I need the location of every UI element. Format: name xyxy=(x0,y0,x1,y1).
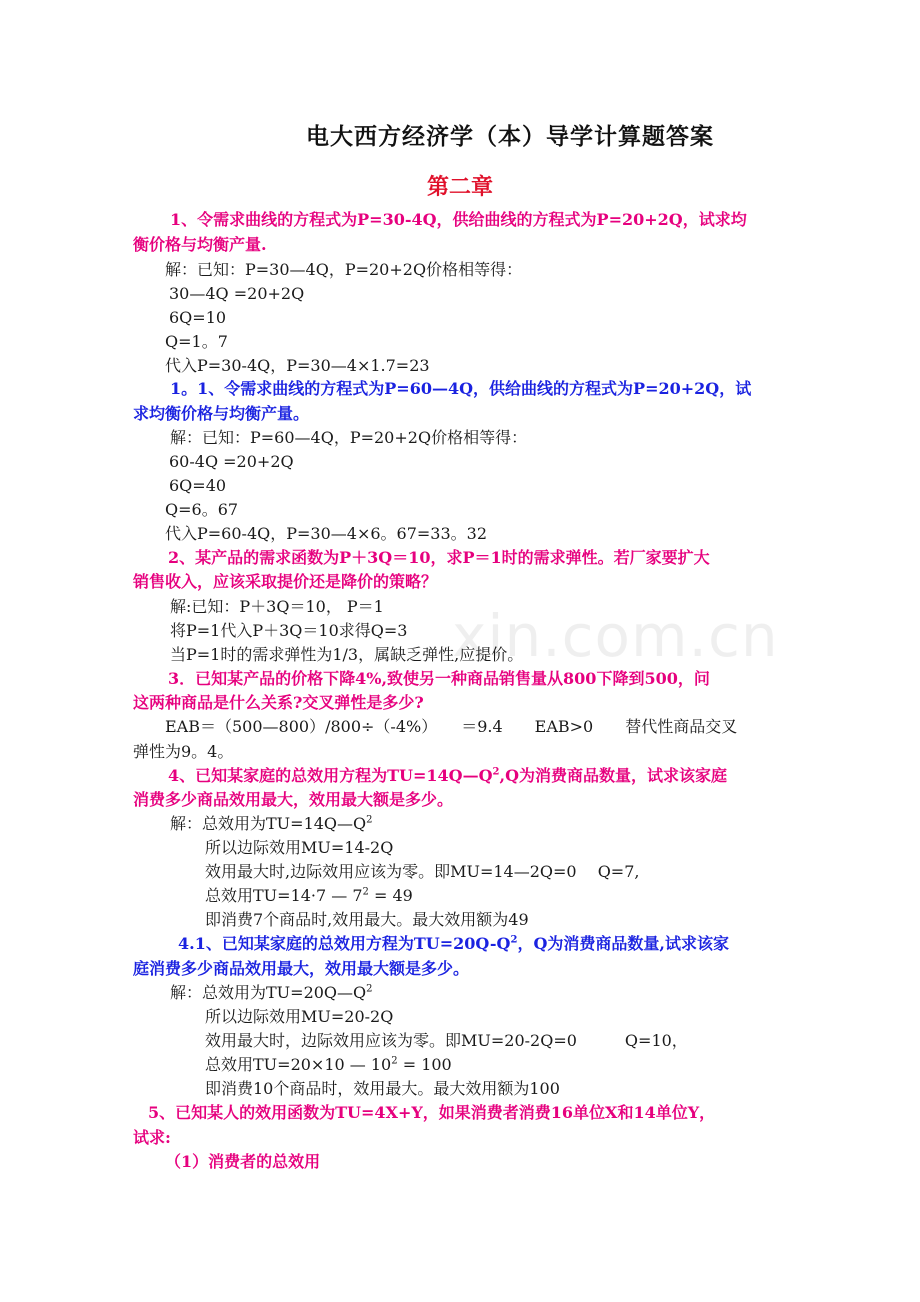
answer-4-1-line-2: 所以边际效用MU=20-2Q xyxy=(205,1007,394,1026)
question-1-1-line-1: 1。1、令需求曲线的方程式为P=60—4Q，供给曲线的方程式为P=20+2Q，试 xyxy=(170,379,752,398)
question-4-line-2: 消费多少商品效用最大，效用最大额是多少。 xyxy=(133,790,454,809)
answer-4-line-3: 效用最大时,边际效用应该为零。即MU=14—2Q=0 Q=7, xyxy=(205,862,640,881)
answer-4-1-line-4: 总效用TU=20×10 — $10^2 = 100$ xyxy=(205,1055,452,1074)
question-1-line-1: 1、令需求曲线的方程式为P=30-4Q，供给曲线的方程式为P=20+2Q，试求均 xyxy=(170,210,747,229)
answer-4-1-line-1: 解：总效用为$TU=20Q—Q^2$ xyxy=(170,983,373,1002)
answer-1-line-4: Q=1。7 xyxy=(165,332,228,351)
question-3-line-1: 3．已知某产品的价格下降4%,致使另一种商品销售量从800下降到500，问 xyxy=(168,669,710,688)
answer-3-line-2: 弹性为9。4。 xyxy=(133,742,234,761)
question-2-line-2: 销售收入，应该采取提价还是降价的策略？ xyxy=(133,572,438,591)
question-5-line-1: 5、已知某人的效用函数为TU=4X+Y，如果消费者消费16单位X和14单位Y， xyxy=(148,1103,716,1122)
answer-4-line-4: 总效用TU=14·7 — $7^2 = 49$ xyxy=(205,886,413,905)
chapter-heading: 第二章 xyxy=(426,174,493,200)
answer-2-line-1: 解:已知：P＋3Q＝10， P＝1 xyxy=(170,597,384,616)
answer-2-line-3: 当P=1时的需求弹性为1/3，属缺乏弹性,应提价。 xyxy=(170,645,524,664)
answer-1-1-line-3: 6Q=40 xyxy=(169,476,227,495)
answer-2-line-2: 将P=1代入P＋3Q＝10求得Q=3 xyxy=(170,621,408,640)
question-1-1-line-2: 求均衡价格与均衡产量。 xyxy=(133,404,310,423)
answer-4-line-2: 所以边际效用MU=14-2Q xyxy=(205,838,394,857)
question-4-1-line-2: 庭消费多少商品效用最大，效用最大额是多少。 xyxy=(133,959,470,978)
question-5-line-2: 试求: xyxy=(133,1128,171,1147)
question-4-1-line-1: 4.1、已知某家庭的总效用方程为$TU=20Q-Q^2$，Q为消费商品数量,试求该家 xyxy=(178,934,729,953)
answer-1-line-1: 解：已知：P=30—4Q，P=20+2Q价格相等得： xyxy=(165,260,523,279)
answer-4-line-1: 解：总效用为$TU=14Q—Q^2$ xyxy=(170,814,373,833)
answer-3-line-1: EAB＝（500—800）/800÷（-4%） ＝9.4 EAB>0 替代性商品交叉 xyxy=(165,717,738,736)
question-1-line-2: 衡价格与均衡产量. xyxy=(133,235,267,254)
answer-1-1-line-2: 60-4Q =20+2Q xyxy=(169,452,294,471)
answer-1-line-2: 30—4Q =20+2Q xyxy=(169,284,305,303)
question-4-line-1: 4、已知某家庭的总效用方程为$TU=14Q—Q^2,Q$为消费商品数量，试求该家庭 xyxy=(168,766,728,785)
answer-4-1-line-5: 即消费10个商品时，效用最大。最大效用额为100 xyxy=(205,1079,560,1098)
question-2-line-1: 2、某产品的需求函数为P＋3Q＝10，求P＝1时的需求弹性。若厂家要扩大 xyxy=(168,548,710,567)
watermark: xin.com.cn xyxy=(452,602,779,670)
answer-1-line-3: 6Q=10 xyxy=(169,308,227,327)
question-5-sub-1: （1）消费者的总效用 xyxy=(165,1152,321,1171)
answer-4-line-5: 即消费7个商品时,效用最大。最大效用额为49 xyxy=(205,910,529,929)
answer-1-1-line-1: 解：已知：P=60—4Q，P=20+2Q价格相等得： xyxy=(170,428,528,447)
question-3-line-2: 这两种商品是什么关系?交叉弹性是多少? xyxy=(133,693,424,712)
document-title: 电大西方经济学（本）导学计算题答案 xyxy=(306,123,714,150)
answer-1-1-line-5: 代入P=60-4Q，P=30—4×6。67=33。32 xyxy=(165,524,488,543)
answer-1-line-5: 代入P=30-4Q，P=30—4×1.7=23 xyxy=(165,356,430,375)
answer-4-1-line-3: 效用最大时，边际效用应该为零。即MU=20-2Q=0 Q=10， xyxy=(205,1031,688,1050)
answer-1-1-line-4: Q=6。67 xyxy=(165,500,239,519)
